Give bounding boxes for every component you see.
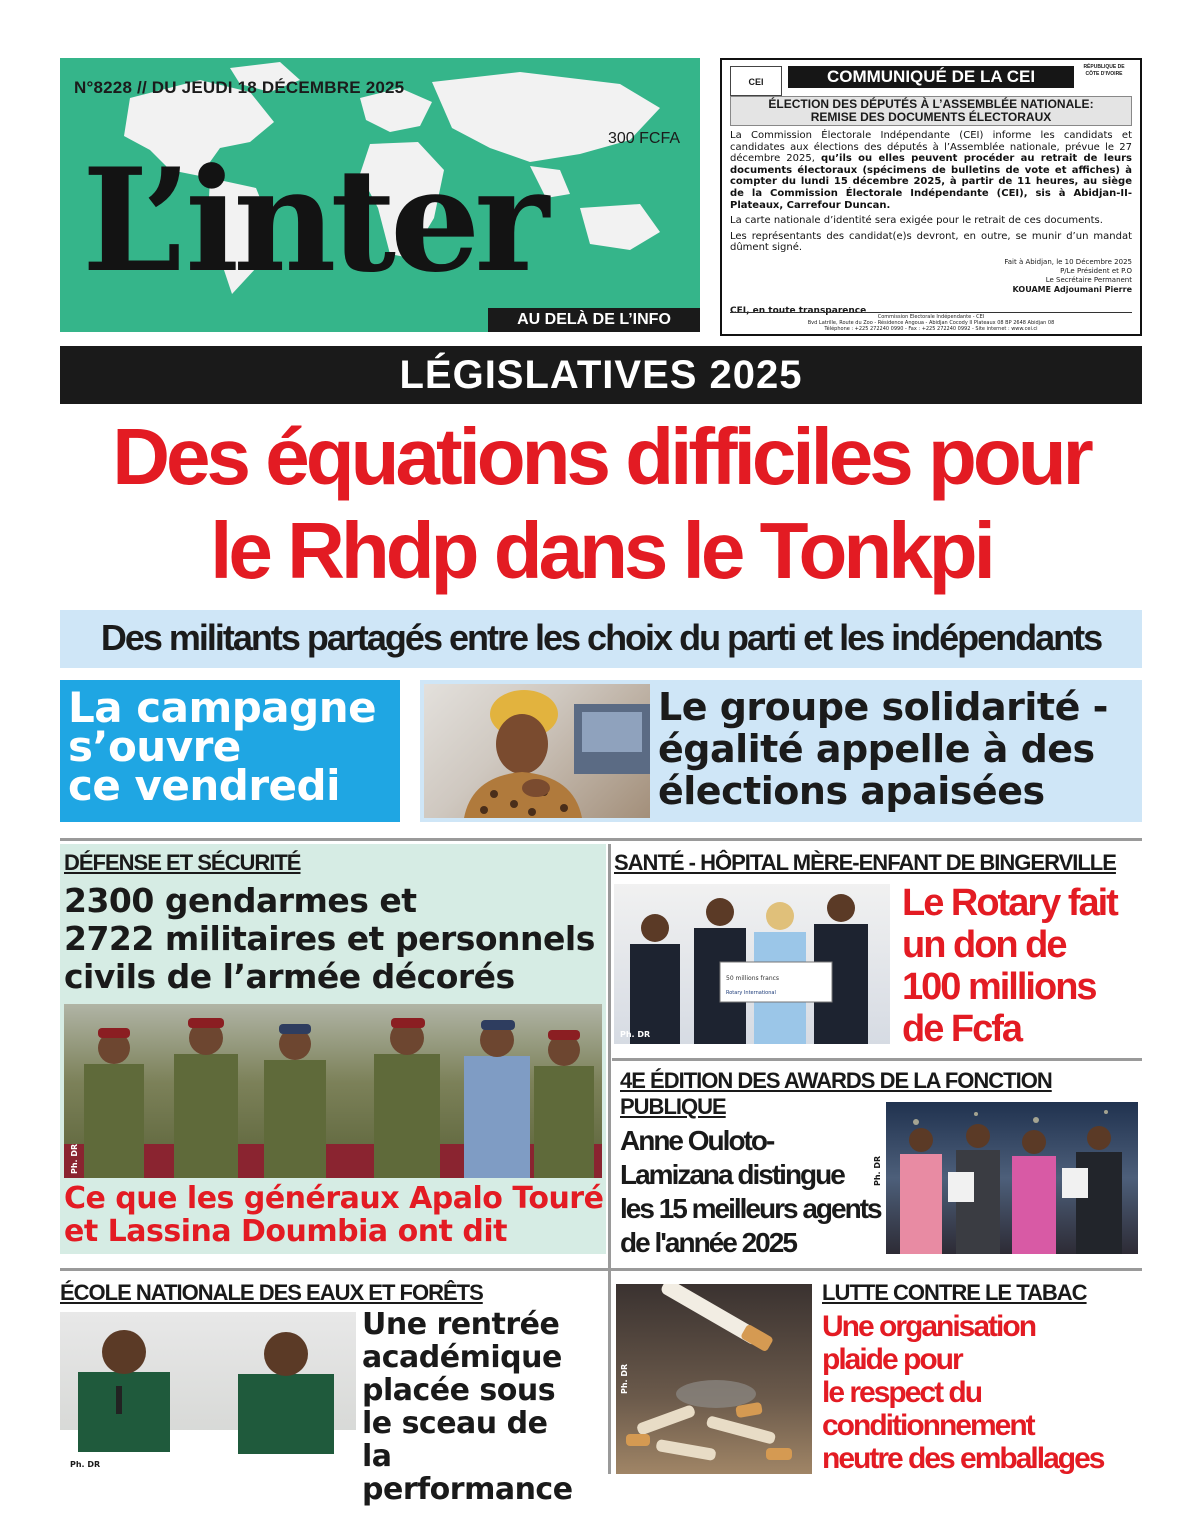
awards-title-line-1: Anne Ouloto- — [620, 1125, 774, 1156]
campaign-line-1: La campagne — [68, 683, 377, 732]
awards-rubric-line-1: 4E ÉDITION DES AWARDS DE LA FONCTION — [620, 1068, 1052, 1093]
awards-title-line-2: Lamizana distingue — [620, 1159, 844, 1190]
tagline: AU DELÀ DE L’INFO — [488, 308, 700, 332]
main-headline-line-1: Des équations difficiles pour — [112, 412, 1090, 501]
cigarette-illustration — [616, 1284, 812, 1474]
cei-body — [730, 130, 1132, 254]
defense-title-line-2: 2722 militaires et personnels — [64, 919, 595, 958]
eaux-title-line-1: Une rentrée — [362, 1307, 560, 1342]
awards-illustration — [886, 1102, 1138, 1254]
masthead — [60, 58, 700, 332]
campaign-teaser — [60, 680, 400, 822]
cigarette-ashtray-photo — [616, 1284, 812, 1474]
cei-subtitle-line-1: ÉLECTION DES DÉPUTÉS À L’ASSEMBLÉE NATIONALE: — [768, 97, 1094, 111]
cheque-amount: 50 millions francs — [726, 975, 780, 982]
cei-subtitle — [730, 96, 1132, 126]
tabac-title-line-2: plaide pour — [822, 1343, 962, 1376]
awards-title-line-4: de l'année 2025 — [620, 1227, 796, 1258]
cei-signature — [730, 258, 1132, 294]
soldiers-illustration — [64, 1004, 602, 1178]
cei-signatory-name: KOUAME Adjoumani Pierre — [1012, 284, 1132, 294]
defense-caption — [64, 1182, 604, 1248]
cei-footer-line-1: Commission Electorale Indépendante - CEI — [877, 314, 985, 320]
campaign-line-2: s’ouvre — [68, 722, 241, 771]
newspaper-logo: L’inter — [82, 138, 544, 304]
cei-sign-line-1: P/Le Président et P.O — [1060, 266, 1132, 275]
sante-title-line-4: de Fcfa — [902, 1008, 1022, 1050]
awards-ceremony-photo — [886, 1102, 1138, 1254]
main-rubric: LÉGISLATIVES 2025 — [60, 346, 1142, 404]
main-headline — [60, 410, 1142, 598]
divider — [60, 838, 1142, 841]
awards-rubric-line-2: PUBLIQUE — [620, 1094, 726, 1119]
price: 300 FCFA — [607, 130, 680, 147]
defense-rubric: DÉFENSE ET SÉCURITÉ — [64, 850, 301, 875]
cei-p1-text: La Commission Électorale Indépendante (CEI) informe les candidats et candidates aux élections des députés à l’Assemblée nationale, prévue le 27 décembre 2025, — [730, 130, 1132, 165]
eaux-title-line-2: académique — [362, 1340, 562, 1375]
donation-illustration — [614, 884, 890, 1044]
divider — [60, 1268, 1142, 1271]
awards-title-line-3: les 15 meilleurs agents — [620, 1193, 881, 1224]
cei-subtitle-line-2: REMISE DES DOCUMENTS ÉLECTORAUX — [810, 110, 1052, 124]
campaign-line-3: ce vendredi — [68, 761, 340, 810]
awards-photo-credit: Ph. DR — [873, 1155, 882, 1186]
sante-title-line-2: un don de — [902, 924, 1066, 966]
defense-title-line-1: 2300 gendarmes et — [64, 881, 417, 920]
solidarity-line-1: Le groupe solidarité - — [658, 685, 1108, 729]
cei-communique-ad — [720, 58, 1142, 336]
tabac-title-line-4: conditionnement — [822, 1409, 1034, 1442]
cei-slogan: CEI, en toute transparence — [730, 306, 867, 316]
tabac-photo-credit: Ph. DR — [620, 1363, 629, 1394]
officers-illustration — [60, 1312, 356, 1474]
issue-number-date: N°8228 // DU JEUDI 18 DÉCEMBRE 2025 — [74, 78, 405, 97]
cei-sign-line-2: Le Secrétaire Permanent — [1045, 275, 1132, 284]
sante-photo-credit: Ph. DR — [620, 1030, 651, 1039]
defense-title-line-3: civils de l’armée décorés — [64, 957, 515, 996]
woman-speaker-illustration — [424, 684, 650, 818]
rotary-donation-photo — [614, 884, 890, 1044]
tabac-rubric: LUTTE CONTRE LE TABAC — [822, 1280, 1087, 1305]
cei-paragraph-1 — [730, 130, 1132, 211]
main-subheadline: Des militants partagés entre les choix du parti et les indépendants — [60, 610, 1142, 668]
cei-place-date: Fait à Abidjan, le 10 Décembre 2025 — [1004, 257, 1132, 266]
cei-p1-bold: qu’ils ou elles peuvent procéder au retrait de leurs documents électoraux (spécimens de bulletins de vote et affiches) à compter du lundi 15 décembre 2025, à partir de 11 heures, au siège de la Commission Électorale Indépendante (CEI), sis à Abidjan-II-Plateaux, Carrefour Duncan. — [730, 153, 1132, 211]
eaux-forets-rubric: ÉCOLE NATIONALE DES EAUX ET FORÊTS — [60, 1280, 483, 1305]
defense-photo-credit: Ph. DR — [70, 1143, 79, 1174]
sante-title-line-3: 100 millions — [902, 966, 1096, 1008]
tabac-title-line-1: Une organisation — [822, 1310, 1036, 1343]
divider — [612, 1058, 1142, 1061]
sante-title-line-1: Le Rotary fait — [902, 882, 1117, 924]
eaux-photo-credit: Ph. DR — [70, 1460, 101, 1469]
republic-emblem: RÉPUBLIQUE DE CÔTE D'IVOIRE — [1083, 64, 1125, 77]
solidarity-title — [658, 686, 1138, 812]
defense-article — [60, 844, 606, 1254]
cei-paragraph-2: La carte nationale d’identité sera exigée pour le retrait de ces documents. — [730, 215, 1103, 227]
solidarity-line-3: élections apaisées — [658, 769, 1045, 813]
cei-footer-line-2: Bvd Latrille, Route du Zoo - Résidence Angoua - Abidjan Cocody II Plateaux 08 BP 2648 Abidjan 08 — [807, 320, 1055, 326]
cei-title: COMMUNIQUÉ DE LA CEI — [788, 66, 1074, 88]
defense-caption-line-2: et Lassina Doumbia ont dit — [64, 1214, 507, 1249]
eaux-forets-officers-photo — [60, 1312, 356, 1474]
cei-footer-line-3: Téléphone : +225 272240 0990 - Fax : +225 272240 0992 - Site internet : www.cei.ci — [824, 326, 1038, 332]
main-headline-line-2: le Rhdp dans le Tonkpi — [210, 506, 992, 595]
eaux-forets-title — [362, 1308, 612, 1506]
eaux-title-line-3: placée sous — [362, 1373, 556, 1408]
eaux-title-line-5: la performance — [362, 1439, 573, 1507]
woman-speaker-photo — [424, 684, 650, 818]
cei-paragraph-3: Les représentants des candidat(e)s devront, en outre, se munir d’un mandat dûment signé. — [730, 230, 1132, 254]
solidarity-line-2: égalité appelle à des — [658, 727, 1095, 771]
defense-title — [64, 882, 604, 996]
cei-logo: CEI — [730, 66, 782, 96]
tabac-title-line-3: le respect du — [822, 1376, 982, 1409]
cei-footer — [730, 312, 1132, 332]
sante-title — [902, 882, 1142, 1050]
cheque-org: Rotary International — [726, 990, 776, 996]
soldiers-saluting-photo — [64, 1004, 602, 1178]
tabac-title — [822, 1310, 1142, 1475]
solidarity-teaser — [420, 680, 1142, 822]
awards-title — [620, 1124, 888, 1260]
eaux-title-line-4: le sceau de — [362, 1406, 548, 1441]
defense-caption-line-1: Ce que les généraux Apalo Touré — [64, 1181, 604, 1216]
tabac-title-line-5: neutre des emballages — [822, 1442, 1104, 1475]
sante-rubric: SANTÉ - HÔPITAL MÈRE-ENFANT DE BINGERVILLE — [614, 850, 1116, 875]
